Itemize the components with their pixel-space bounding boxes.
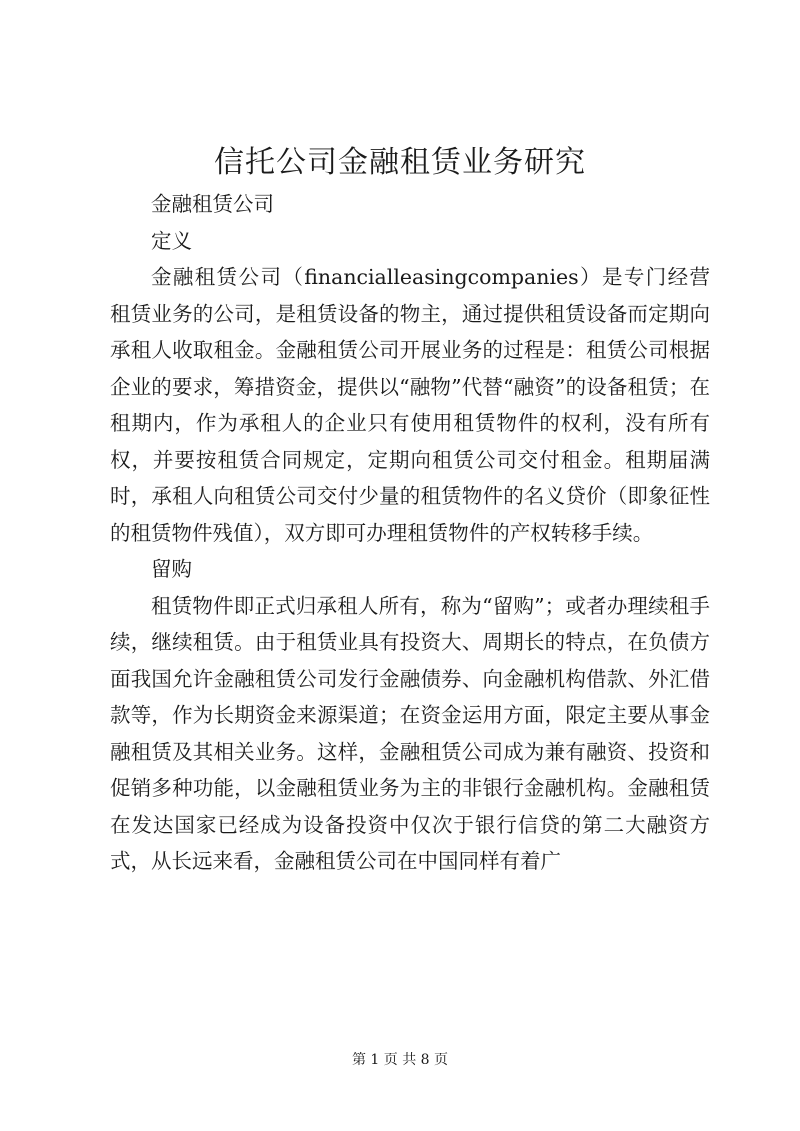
document-title: 信托公司金融租赁业务研究 (214, 145, 586, 180)
document-body (110, 186, 710, 880)
section-heading-definition: 定义 (151, 228, 192, 253)
paragraph-purchase: 租赁物件即正式归承租人所有，称为“留购”；或者办理续租手续，继续租赁。由于租赁业具有投资大、周期长的特点，在负债方面我国允许金融租赁公司发行金融债券、向金融机构借款、外汇借款等，作为长期资金来源渠道；在资金运用方面，限定主要从事金融租赁及其相关业务。这样，金融租赁公司成为兼有融资、投资和促销多种功能，以金融租赁业务为主的非银行金融机构。金融租赁在发达国家已经成为设备投资中仅次于银行信贷的第二大融资方式，从长远来看，金融租赁公司在中国同样有着广 (110, 593, 710, 873)
paragraph-definition: 金融租赁公司（financialleasingcompanies）是专门经营租赁业务的公司，是租赁设备的物主，通过提供租赁设备而定期向承租人收取租金。金融租赁公司开展业务的过程是：租赁公司根据企业的要求，筹措资金，提供以“融物”代替“融资”的设备租赁；在租期内，作为承租人的企业只有使用租赁物件的权利，没有所有权，并要按租赁合同规定，定期向租赁公司交付租金。租期届满时，承租人向租赁公司交付少量的租赁物件的名义贷价（即象征性的租赁物件残值），双方即可办理租赁物件的产权转移手续。 (110, 265, 710, 545)
section-heading-purchase: 留购 (151, 557, 192, 581)
page-number-footer: 第 1 页 共 8 页 (351, 1052, 449, 1068)
section-heading-company: 金融租赁公司 (151, 192, 274, 216)
